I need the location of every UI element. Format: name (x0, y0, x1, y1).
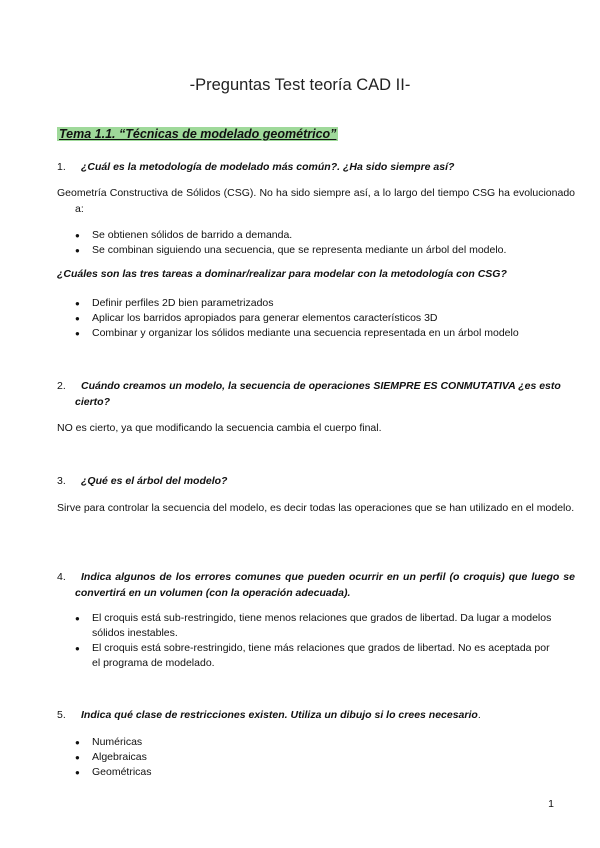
answer-5-list (75, 735, 557, 780)
list-item: ● Algebraicas (75, 750, 557, 765)
answer-1-list (75, 228, 557, 258)
answer-1b-list (75, 296, 557, 341)
question-number: 2. (57, 380, 66, 392)
question-number: 5. (57, 709, 66, 721)
question-3 (57, 473, 227, 489)
list-item: ● El croquis está sub-restringido, tiene menos relaciones que grados de libertad. Da lugar a modelos sólidos inestables. (75, 611, 557, 641)
question-4 (57, 569, 575, 601)
question-number: 3. (57, 475, 66, 487)
list-item: ● Geométricas (75, 765, 557, 780)
question-text: Indica algunos de los errores comunes que pueden ocurrir en un perfil (o croquis) que luego se convertirá en un volumen (con la operación adecuada). (75, 571, 575, 599)
question-number: 1. (57, 161, 66, 173)
list-item: ● Se combinan siguiendo una secuencia, que se representa mediante un árbol del modelo. (75, 243, 557, 258)
list-item: ● El croquis está sobre-restringido, tiene más relaciones que grados de libertad. No es aceptada por el programa de modelado. (75, 641, 557, 671)
document-title: -Preguntas Test teoría CAD II- (189, 76, 411, 94)
question-1b: ¿Cuáles son las tres tareas a dominar/realizar para modelar con la metodología con CSG? (57, 268, 507, 280)
question-5: 5. Indica qué clase de restricciones existen. Utiliza un dibujo si lo crees necesario. (57, 709, 481, 721)
question-text: Cuándo creamos un modelo, la secuencia de operaciones SIEMPRE ES CONMUTATIVA ¿es esto cierto? (75, 380, 561, 408)
list-item: ● Se obtienen sólidos de barrido a demanda. (75, 228, 557, 243)
question-text: Indica qué clase de restricciones existen. Utiliza un dibujo si lo crees necesario (81, 709, 478, 721)
answer-3: Sirve para controlar la secuencia del modelo, es decir todas las operaciones que se han utilizado en el modelo. (57, 502, 575, 514)
question-2 (57, 378, 575, 410)
answer-2: NO es cierto, ya que modificando la secuencia cambia el cuerpo final. (57, 422, 382, 434)
answer-1: Geometría Constructiva de Sólidos (CSG). No ha sido siempre así, a lo largo del tiempo CSG ha evolucionado a: (57, 187, 575, 215)
question-1 (57, 159, 454, 175)
answer-4-list (75, 611, 557, 671)
list-item: ● Aplicar los barridos apropiados para generar elementos característicos 3D (75, 311, 557, 326)
question-text: ¿Qué es el árbol del modelo? (81, 475, 228, 487)
question-text: ¿Cuál es la metodología de modelado más común?. ¿Ha sido siempre así? (81, 161, 455, 173)
list-item: ● Combinar y organizar los sólidos mediante una secuencia representada en un árbol modelo (75, 326, 557, 341)
page-number: 1 (548, 798, 554, 810)
list-item: ● Numéricas (75, 735, 557, 750)
question-number: 4. (57, 571, 66, 583)
section-heading: Tema 1.1. “Técnicas de modelado geométrico” (59, 127, 337, 141)
list-item: ● Definir perfiles 2D bien parametrizados (75, 296, 557, 311)
